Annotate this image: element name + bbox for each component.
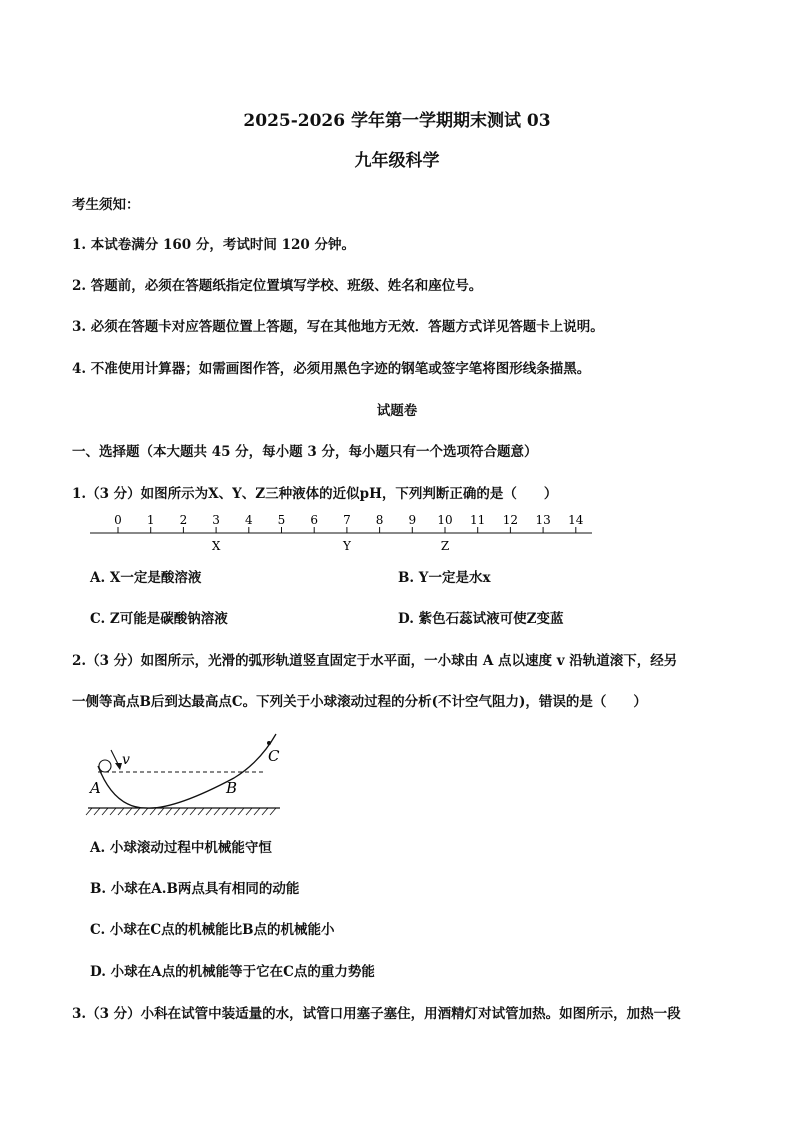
q1-option-d[interactable]: D. 紫色石蕊试液可使Z变蓝 xyxy=(398,611,564,627)
label-a: A xyxy=(90,779,101,797)
q2-stem-line1: 2.（3 分）如图所示，光滑的弧形轨道竖直固定于水平面，一小球由 A 点以速度 v 沿轨道滚下，经另 xyxy=(72,653,678,669)
track-figure xyxy=(84,730,284,820)
point-c-dot xyxy=(267,741,271,745)
ph-tick-label: 10 xyxy=(437,513,453,527)
ph-tick-label: 2 xyxy=(179,513,188,527)
ph-tick-label: 7 xyxy=(343,513,351,527)
notice-heading: 考生须知： xyxy=(72,197,140,213)
ph-tick-label: 3 xyxy=(212,513,220,527)
ph-tick-label: 11 xyxy=(470,513,486,527)
ball xyxy=(99,760,111,772)
ph-tick-label: 9 xyxy=(408,513,417,527)
ph-tick-label: 6 xyxy=(310,513,319,527)
q1-option-c[interactable]: C. Z可能是碳酸钠溶液 xyxy=(90,611,228,627)
q2-option-d[interactable]: D. 小球在A点的机械能等于它在C点的重力势能 xyxy=(90,964,375,980)
q1-option-a[interactable]: A. X一定是酸溶液 xyxy=(90,570,202,586)
exam-subtitle: 九年级科学 xyxy=(354,151,440,171)
notice-item: 3. 必须在答题卡对应答题位置上答题，写在其他地方无效．答题方式详见答题卡上说明。 xyxy=(72,319,604,335)
velocity-arrowhead xyxy=(115,763,122,770)
ph-tick-label: 1 xyxy=(146,513,155,527)
ph-tick-label: 13 xyxy=(535,513,551,527)
q2-option-b[interactable]: B. 小球在A.B两点具有相同的动能 xyxy=(90,881,300,897)
notice-item: 1. 本试卷满分 160 分，考试时间 120 分钟。 xyxy=(72,237,355,253)
label-c: C xyxy=(268,747,280,765)
q2-option-a[interactable]: A. 小球滚动过程中机械能守恒 xyxy=(90,840,272,856)
ph-marker-x: X xyxy=(211,539,221,553)
q2-stem-line2: 一侧等高点B后到达最高点C。下列关于小球滚动过程的分析(不计空气阻力)，错误的是（ ） xyxy=(72,694,647,710)
ph-tick-label: 4 xyxy=(244,513,253,527)
ph-scale-figure xyxy=(80,505,600,555)
ph-marker-y: Y xyxy=(342,539,351,553)
q1-option-b[interactable]: B. Y一定是水x xyxy=(398,570,491,586)
label-b: B xyxy=(226,779,238,797)
notice-item: 2. 答题前，必须在答题纸指定位置填写学校、班级、姓名和座位号。 xyxy=(72,278,483,294)
label-v: v xyxy=(122,752,130,768)
section-label: 试题卷 xyxy=(376,403,418,419)
ph-marker-z: Z xyxy=(440,539,450,553)
part1-heading: 一、选择题（本大题共 45 分，每小题 3 分，每小题只有一个选项符合题意） xyxy=(72,444,538,460)
q1-stem: 1.（3 分）如图所示为X、Y、Z三种液体的近似pH，下列判断正确的是（ ） xyxy=(72,486,558,502)
ground-hatching xyxy=(86,808,276,815)
ph-tick-label: 8 xyxy=(375,513,384,527)
ph-tick-label: 14 xyxy=(568,513,584,527)
notice-item: 4. 不准使用计算器；如需画图作答，必须用黑色字迹的钢笔或签字笔将图形线条描黑。 xyxy=(72,361,591,377)
q3-stem: 3.（3 分）小科在试管中装适量的水，试管口用塞子塞住，用酒精灯对试管加热。如图所示，加热一段 xyxy=(72,1006,681,1022)
curved-track xyxy=(98,734,276,808)
ph-tick-label: 12 xyxy=(502,513,519,527)
ph-tick-label: 5 xyxy=(277,513,286,527)
q2-option-c[interactable]: C. 小球在C点的机械能比B点的机械能小 xyxy=(90,922,335,938)
exam-title: 2025-2026 学年第一学期期末测试 03 xyxy=(243,111,551,131)
ph-tick-label: 0 xyxy=(114,513,122,527)
